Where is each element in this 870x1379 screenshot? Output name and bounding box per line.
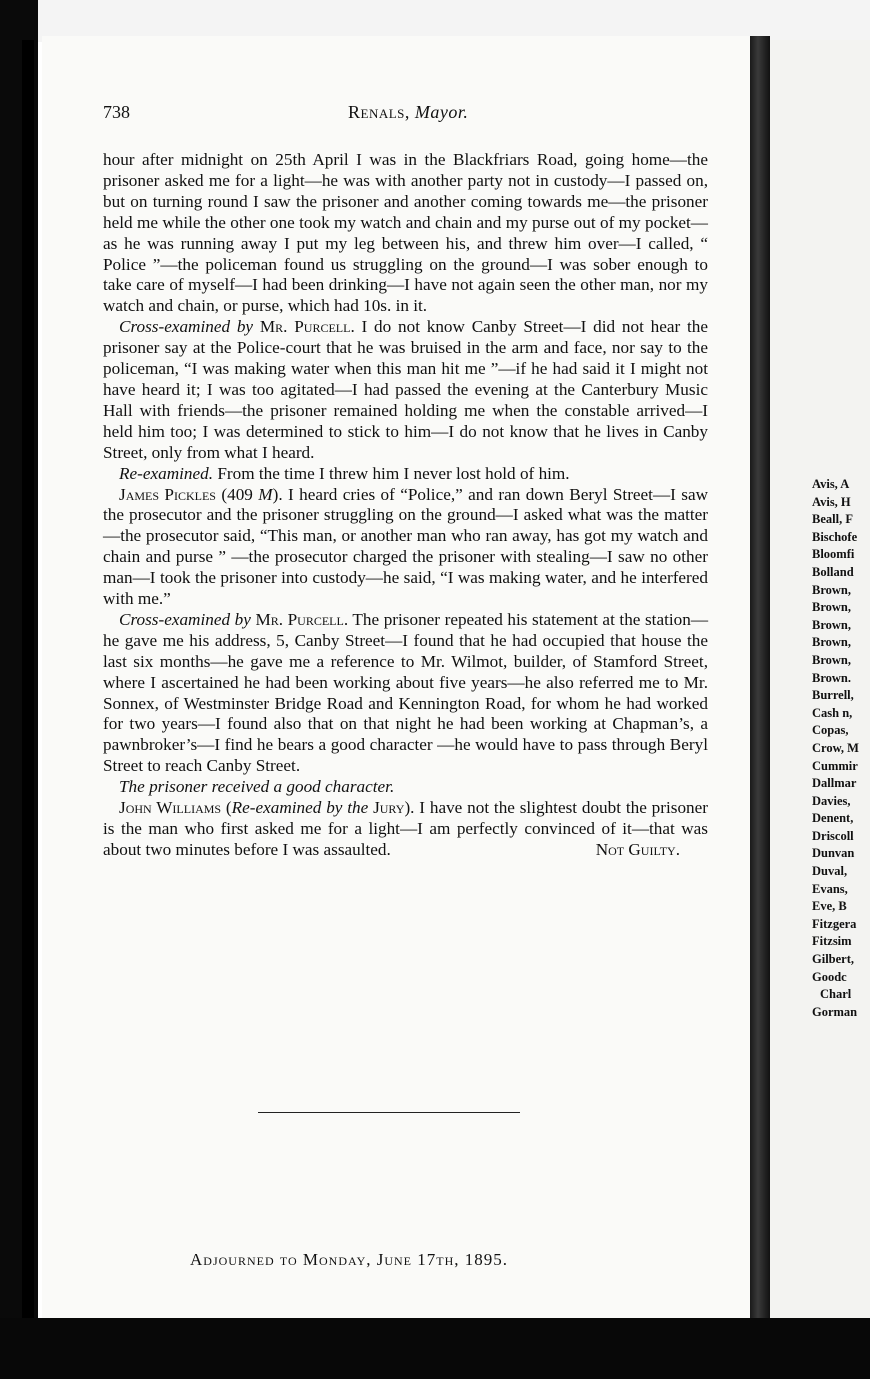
index-entry: Brown, [812,652,852,667]
text-run: ( [221,798,232,818]
text-run: Mr. Purcell. [255,609,349,629]
index-entry: Brown. [812,670,852,685]
book-spine-shadow [22,40,34,1330]
text-run: Jury [373,798,405,818]
index-entry: Gilbert, [812,952,855,967]
index-entry: Fitzsim [812,934,852,949]
text-run: I do not know Canby Street—I did not hear the prisoner say at the Police-court that he was bruised in the arm and face, nor say to the policeman, “I was making water when this man hit me ”—if he had said it I might not have heard it; I was too agitated—I had passed the evening at the Canterbury Music Hall with friends—the prisoner remained holding me when the constable arrived—I held him too; I was determined to stick to him—I do not know that he lives in Canby Street, only from what I heard. [103,317,708,462]
index-entry: Bloomfi [812,547,855,562]
index-entry: Goodc [812,969,847,984]
paragraph [103,485,708,610]
text-run: M [258,484,273,504]
index-entry: Burrell, [812,688,854,703]
index-entry: Cummir [812,758,858,773]
text-run: From the time I threw him I never lost hold of him. [213,463,570,483]
index-entry: Copas, [812,723,849,738]
testimony-text [103,150,708,861]
paragraph [103,777,708,798]
text-run: The prisoner repeated his statement at the station—he gave me his address, 5, Canby Street—I found that he had occupied that house the last six months—he gave me a reference to Mr. Wilmot, builder, of Stamford Street, where I ascertained he had been working about five years—he also referred me to Mr. Sonnex, of Westminster Bridge Road and Kennington Road, for whom he had worked for two years—I found also that on that night he had been working at Chapman’s, a pawnbroker’s—I find he bears a good character —he would have to pass through Beryl Street to reach Canby Street. [103,609,709,776]
paragraph [103,610,708,777]
index-entry: Fitzgera [812,916,857,931]
paragraph [103,317,708,463]
verdict: Not Guilty. [595,839,680,859]
text-run: Re-examined. [119,463,214,483]
index-entry: Duval, [812,864,848,879]
running-head [348,102,468,123]
index-entry: Bischofe [812,529,858,544]
text-run: Re-examined by the [231,798,369,818]
page-gutter [750,36,770,1318]
index-entry: Denent, [812,811,854,826]
facing-page-index [812,476,870,1021]
index-entry: Eve, B [812,899,847,914]
index-entry: Bolland [812,564,854,579]
paragraph [103,464,708,485]
index-entry: Charl [820,987,852,1002]
index-entry: Dunvan [812,846,855,861]
text-run: (409 [215,484,259,504]
index-entry: Driscoll [812,828,854,843]
text-run: Cross-examined by [119,609,251,629]
index-entry: Avis, H [812,494,851,509]
text-run: Mr. Purcell. [259,317,355,337]
text-run: James Pickles [119,484,216,504]
index-entry: Davies, [812,793,851,808]
index-entry: Evans, [812,881,848,896]
paragraph-container [103,150,708,861]
text-run [253,317,260,336]
index-entry: Dallmar [812,776,857,791]
text-run: ). I heard cries of “Police,” and ran down Beryl Street—I saw the prosecutor and the prisoner struggling on the ground—I asked what was the matter—the prosecutor said, “This man, or another man who ran away, has got my watch and chain and purse ” —the prosecutor charged the prisoner with stealing—I saw no other man—I took the prisoner into custody—he said, “I was making water, and he interfered with me.” [103,484,708,609]
paragraph [103,150,708,317]
index-entry: Brown, [812,617,852,632]
index-entry: Beall, F [812,512,853,527]
index-entry: Crow, M [812,740,859,755]
text-run: hour after midnight on 25th April I was in the Blackfriars Road, going home—the prisoner asked me for a light—he was with another party not in custody—I passed on, but on turning round I saw the prisoner and another coming towards me—the prisoner held me while the other one took my watch and chain and my purse out of my pocket—as he was running away I put my leg between his, and threw him over—I called, “ Police ”—the policeman found us struggling on the ground—I was sober enough to take care of myself—I had been drinking—I have not again seen the other man, nor my watch and chain, or purse, which had 10s. in it. [103,150,708,316]
text-run: ). I have not the slightest doubt the prisoner is the man who first asked me for a light—I am perfectly convinced of it—that was about two minutes before I was assaulted. [103,798,708,859]
running-head-title: Mayor. [414,102,469,122]
section-divider [258,1112,520,1113]
index-entry: Gorman [812,1004,858,1019]
index-entry: Brown, [812,582,852,597]
text-run: Cross-examined by [119,317,254,337]
index-entry: Avis, A [812,477,850,491]
page-number: 738 [103,102,130,122]
running-head-name: Renals, [348,102,410,122]
page-header [103,102,703,132]
scan-bottom-margin [0,1318,870,1379]
adjournment-line: Adjourned to Monday, June 17th, 1895. [190,1250,509,1269]
index-entry: Brown, [812,635,852,650]
text-run: The prisoner received a good character. [119,777,395,797]
text-run: John Williams [119,798,222,818]
index-entry: Cash n, [812,705,853,720]
index-entry: Brown, [812,600,852,615]
